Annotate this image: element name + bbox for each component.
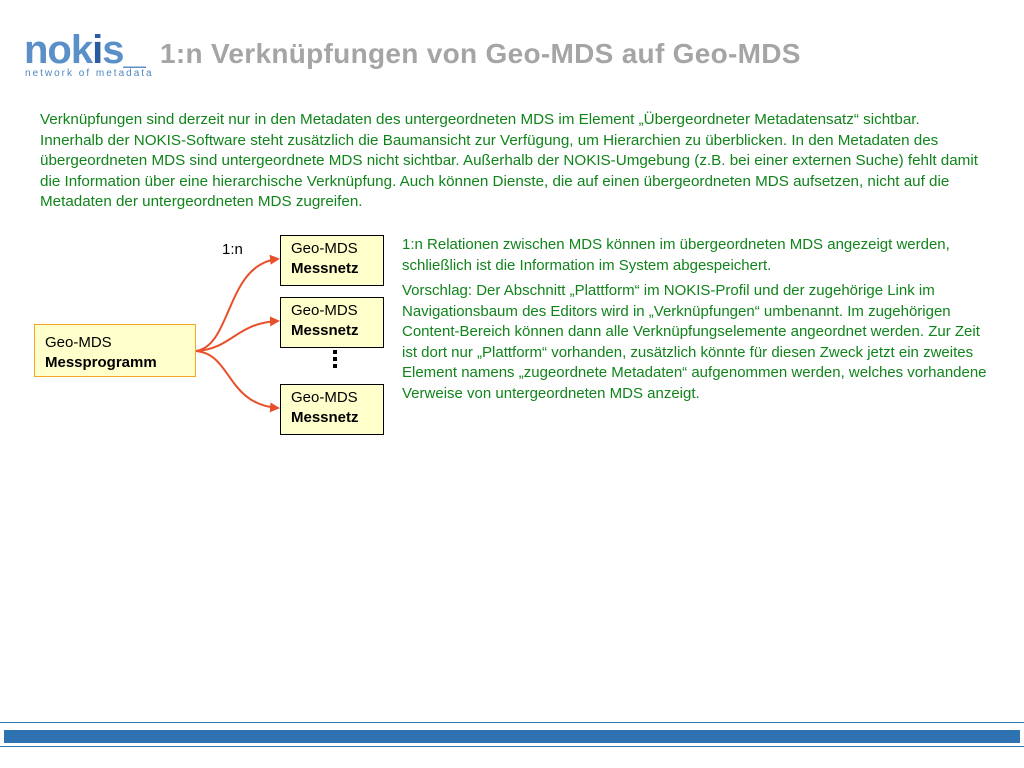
arrow-to-child-3	[196, 351, 278, 408]
child-mds-box	[280, 235, 384, 286]
child-mds-box	[280, 297, 384, 348]
child-mds-box	[280, 384, 384, 435]
child-name: Messnetz	[291, 260, 359, 277]
logo-tagline: network of metadata	[25, 68, 154, 79]
intro-paragraph: Verknüpfungen sind derzeit nur in den Metadaten des untergeordneten MDS im Element „Übergeordneter Metadatensatz“ sichtbar. Innerhalb der NOKIS-Software steht zusätzlich die Baumansicht zur Verfügung, um Hierarchien zu überblicken. In den Metadaten des übergeordneten MDS sind untergeordnete MDS nicht sichtbar. Außerhalb der NOKIS-Umgebung (z.B. bei einer externen Suche) fehlt damit die Information über eine hierarchische Verknüpfung. Auch können Dienste, die auf einen übergeordneten MDS aufsetzen, nicht auf die Metadaten der untergeordneten MDS zugreifen.	[40, 111, 978, 210]
child-name: Messnetz	[291, 322, 359, 339]
note-relations: 1:n Relationen zwischen MDS können im übergeordneten MDS angezeigt werden, schließlich ist die Information im System abgespeichert.	[402, 236, 950, 274]
arrow-to-child-1	[196, 259, 278, 351]
footer-bar	[4, 730, 1020, 743]
cardinality-label: 1:n	[222, 241, 243, 258]
master-name: Messprogramm	[45, 354, 157, 371]
master-type: Geo-MDS	[45, 334, 112, 351]
child-type: Geo-MDS	[291, 389, 358, 406]
note-proposal: Vorschlag: Der Abschnitt „Plattform“ im NOKIS-Profil und der zugehörige Link im Navigationsbaum des Editors wird in „Verknüpfungen“ umbenannt. Im zugehörigen Content-Bereich können dann alle Verknüpfungselemente angeordnet werden. Zur Zeit ist dort nur „Plattform“ vorhanden, zusätzlich könnte für diesen Zweck jetzt ein zweites Element namens „zugeordnete Metadaten“ aufgenommen werden, welches vorhandene Verweise von untergeordneten MDS anzeigt.	[402, 282, 987, 402]
master-mds-box	[34, 324, 196, 377]
notes-section	[402, 235, 992, 409]
footer-rule-bottom	[0, 746, 1024, 747]
slide-title: 1:n Verknüpfungen von Geo-MDS auf Geo-MDS	[160, 38, 801, 69]
child-type: Geo-MDS	[291, 240, 358, 257]
child-name: Messnetz	[291, 409, 359, 426]
ellipsis-icon	[330, 350, 340, 371]
child-type: Geo-MDS	[291, 302, 358, 319]
footer-rule-top	[0, 722, 1024, 723]
logo-wordmark: nokis_	[24, 28, 145, 72]
